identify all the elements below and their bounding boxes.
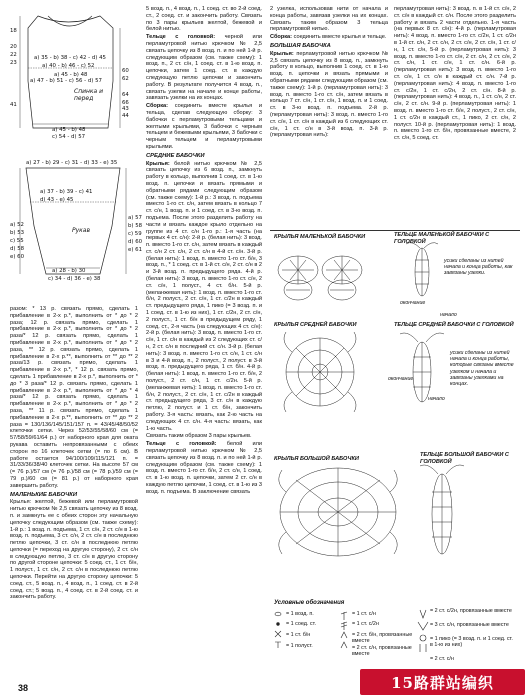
- front-width-row-3: a) 45 - b) 48: [54, 72, 88, 78]
- sleeve-right-d: d) 60: [128, 239, 143, 245]
- dim-60: 60: [122, 68, 129, 74]
- sleeve-right-b: b) 58: [128, 223, 143, 229]
- col2-end: Связать таким образом 3 пары крыльев.: [146, 433, 252, 440]
- legend-item: = 2 ст. с/н: [430, 656, 454, 662]
- legend-item: = 1 соед. ст.: [286, 621, 316, 627]
- sleeve-right-c: c) 59: [128, 231, 142, 237]
- small-wings-chart: [278, 256, 362, 300]
- divider: [270, 230, 520, 231]
- legend-item: = 2 ст. с/н, провязанные вместе: [352, 645, 412, 657]
- medium-body-chart: [400, 333, 444, 402]
- legend-item: = 1 ст. б/н: [286, 632, 311, 638]
- front-back-label: Спинка и перед: [74, 88, 104, 102]
- medium-wings-chart: [284, 332, 356, 412]
- big-wings-chart: [279, 468, 397, 556]
- diagram-small-body-title: ТЕЛЬЦЕ МАЛЕНЬКОЙ БАБОЧКИ С ГОЛОВКОЙ: [394, 232, 490, 245]
- col3-s3: [270, 51, 388, 139]
- legend-item: = 3 ст. с/н, провязанные вместе: [430, 622, 509, 628]
- watermark-logo: 15路群站编织: [360, 669, 525, 695]
- sleeve-left-col-b: b) 53: [10, 230, 25, 236]
- s2-text: белой нитью крючком № 2,5 связать цепочку из 6 возд. п., замкнуть работу в кольцо, выполнив 1 соед. ст. в 1-ю возд. п. цепочки и вязать прямыми и обратными рядами следующим образом (см. также схему): 1-й р.: 3 возд. п. подъема вместо 1-го ст. с/н, затем вязать в кольцо 7 ст. с/н, 1 возд. п. и 1 соед. ст. в 3-ю возд. п. подъема. После этого разделить работу на части и вязать каждое крыло отдельно на группе из 4 ст. с/н 1-го р.: 1-я часть (на первых 4 ст. с/н): 2-й р. (белая нить): 3 возд. п. вместо 1-го ст. с/н, затем вязать в каждый ст. с/н 2 ст. с/н, 2 ст. с/н в 4-й ст. с/н. 3-й р. (белая нить): 1 возд. п. вместо 1-го ст. б/н, 3 возд. п., * 1 соед. ст. в 1-й ст. с/н, 2 ст. с/н в 2 и 3-й возд. п. предыдущего ряда. 4-й р. (белая нить): 3 возд. п. вместо 1-го ст. с/н, 2 ст. с/н, 1 полуст., 4 ст. б/н. 5-й р. (меланжевая нить): 1 возд. п. вместо 1-го ст. б/н, 2 полуст., 2 ст. с/н, 1 ст. с/2н в каждый ст. предыдущего ряда, 1 пико (= 3 возд. п. и 1 соед. ст. в 1-ю из них), 1 ст. с/2н, 2 ст. с/н, 2 полуст., 1 ст. б/н в предыдущем ряду, 1 соед. ст., 2-я часть (на следующих 4 ст. с/н): 2-й р. (белая нить): 3 возд. п. вместо 1-го ст. с/н, 1 ст. с/н в каждый из 2 следующих ст. с/н, 2 ст. с/н в последний ст. с/н. 3-й р. (белая нить): 3 возд. п. вместо 1-го ст. с/н, 1 ст. с/н в 3 и 4-й возд. п., 2 полуст., 2 полуст. в 3-й возд. п. предыдущего ряда, 1 ст. б/н. 4-й р. (белая нить): 1 возд. п. вместо 1-го ст. б/н, 2 полуст., 2 ст. с/н, 1 ст. с/2н. 5-й р. (меланжевая нить): 1 возд. п. вместо 1-го ст. б/н, 2 полуст., 2 ст. с/н, 1 ст. с/2н в каждый ст. предыдущего ряда, 3 ст. с/н в каждую петлю, 2 полуст. и 1 ст. б/н, закончить работу. 3-я часть: вязать, как 2-ю часть на следующих 4 ст. с/н. 4-я часть: вязать, как 1-ю часть.: [146, 160, 262, 432]
- col2-s2: [146, 161, 262, 433]
- front-width-row-2: a) 40 - b) 46 - c) 52: [42, 63, 95, 69]
- dim-66: 66: [122, 100, 129, 106]
- small-body-chart: [406, 243, 438, 296]
- sleeve-left-2: d) 43 - e) 45: [40, 197, 74, 203]
- diagram-big-wings-title: КРЫЛЬЯ БОЛЬШОЙ БАБОЧКИ: [274, 456, 359, 462]
- small-body-note: усики сделаны из нитей начала и конца работы, как завязаны узелки.: [444, 258, 513, 277]
- teltse2-text: белой или перламутровой нитью крючком № 2,5 связать цепочку из 8 возд. п. и по ней 1-й р. следующим образом (см. также схему): 1 возд. п. вместо 1-го ст. б/н, 2 ст. с/н, 1 соед. ст. в 1-ю возд. п. цепочки, затем 2 ст. с/н в каждую петлю цепочки, 1 соед. ст. в 1-ю из 3 возд. п. подъема. В заключение связать: [146, 441, 262, 495]
- legend-item: = 1 ст. с/2н: [352, 621, 379, 627]
- front-width-row-1: a) 35 - b) 38 - c) 42 - d) 45: [34, 55, 106, 61]
- sleeve-left-col-e: e) 60: [10, 254, 24, 260]
- sborka-text: соединить вместе крылья и тельца, сделав следующую сборку: 3 бабочки с перламутровыми тельцами и желтыми крыльями, 3 бабочки с черным тельцем и бежевыми крыльями, 3 бабочки с черным тельцем и перламутровыми крыльями.: [146, 103, 262, 150]
- sleeve-bottom-2: c) 34 - d) 36 - e) 38: [48, 276, 101, 282]
- legend-item: = 1 ст. с/н: [352, 611, 376, 617]
- section-title-small-butterflies: МАЛЕНЬКИЕ БАБОЧКИ: [10, 491, 78, 498]
- sleeve-bottom-1: a) 28 - b) 30: [52, 268, 86, 274]
- diagram-medium-body-title: ТЕЛЬЦЕ СРЕДНЕЙ БАБОЧКИ С ГОЛОВКОЙ: [394, 322, 514, 328]
- legend-item: = 1 полуст.: [286, 643, 313, 649]
- s3-label: Крылья:: [270, 50, 294, 57]
- schematic-lines: [8, 6, 143, 306]
- sborka-label: Сборка:: [146, 103, 169, 110]
- section-title-medium-butterflies: СРЕДНИЕ БАБОЧКИ: [146, 152, 205, 159]
- col3-top: 2 узелка, использовав нити от начала и конца работы, завязав узелки на их концах. Связать таким образом 3 тельца перламутровой нитью.: [270, 6, 388, 33]
- col2-teltse2: [146, 441, 262, 495]
- s2-label: Крылья:: [146, 160, 170, 167]
- legend-item: = 1 пико (= 3 возд. п. и 1 соед. ст. в 1-ю из них): [430, 636, 513, 648]
- medium-body-note: усики сделаны из нитей начала и конца работы, которые связаны вместе узелком и начала и завязаны узелками на концах.: [450, 350, 514, 388]
- dim-23: 23: [10, 60, 17, 66]
- legend-item: = 2 ст. с/2н, провязанные вместе: [430, 608, 512, 614]
- sleeve-label: Рукав: [72, 227, 91, 234]
- legend-title: Условные обозначения: [274, 600, 345, 606]
- dim-20: 20: [10, 44, 17, 50]
- dim-18: 18: [10, 28, 17, 34]
- col3-sborka-label: Сборка:: [270, 34, 293, 41]
- diagram-small-wings-title: КРЫЛЬЯ МАЛЕНЬКОЙ БАБОЧКИ: [274, 234, 366, 240]
- col1-section1-body: Крылья: желтой, бежевой или перламутровой нитью крючком № 2,5 связать цепочку из 8 возд. п. и замкнуть ее с обеих сторон эту начальную цепочку следующим образом (см. также схему): 1-й р.: 1 возд. п. подъема, 1 ст. с/н, 2 ст. с/н в 1-ю возд. п. подъема, 3 ст. с/н, 2 ст. с/н в последнюю петлю цепочки, 3 ст. с/н в последнюю петлю цепочки (= переход на другую сторону), 2 ст. с/н в следующую петлю, 3 ст. с/н в другую сторону по другой стороне цепочки: 5 соед. ст., 1 ст. б/н, 1 полуст., 1 ст. с/н, 2 ст. с/н в последнюю петлю цепочки. Перейти на другую сторону цепочки: 5 соед. ст., 5 возд. п., 4 возд. п., 1 соед. ст. в 2-й соед. ст.; 5 возд. п., 4 соед. ст. в 2-й соед. ст. и закончить работу.: [10, 499, 138, 601]
- front-bottom-2: c) 54 - d) 57: [52, 134, 86, 140]
- sleeve-left-col-d: d) 58: [10, 246, 25, 252]
- garment-schematic: [8, 6, 143, 306]
- legend-item: = 1 возд. п.: [286, 611, 314, 617]
- diagram-medium-wings-title: КРЫЛЬЯ СРЕДНЕЙ БАБОЧКИ: [274, 322, 357, 328]
- small-body-start-label: начало: [440, 312, 457, 318]
- col4-body: перламутровая нить): 3 возд. п. в 1-й ст. с/н, 2 ст. с/н в каждый ст. с/н. После этого разделить работу и вязать 2 части отдельно. 1-я часть (на первых 8 ст. с/н): 4-й р. (перламутровая нить): 4 возд. п. вместо 1-го ст. с/2н, 1 ст. с/2н в 1-й ст. с/н, 2 ст. с/н, 2 ст. с/н, 2 ст. с/н, 1 ст. с/н, 1 ст. с/н, 5-й р. (перламутровая нить): 3 возд. п. вместо 1-го ст. с/н, 2 ст. с/н, 2 ст. с/н, 2 ст. с/н, 1 ст. с/н, 1 ст. с/н. 6-й р. (перламутровая нить): 3 возд. п. вместо 1-го ст. с/н, 1 ст. с/н в каждый ст. с/н. 7-й р. (перламутровая нить): 4 возд. п. вместо 1-го ст. с/2н, 1 ст. с/2н, 2 ст. с/н. 8-й р. (перламутровая нить): 4 возд. п., 1 ст. с/н, 2 ст. с/н, 2 ст. с/н. 9-й р. (перламутровая нить): 1 возд. п. вместо 1-го ст. б/н, 2 полуст., 2 ст. с/н, 1 ст. с/2н в каждый ст., 1 пико, 2 ст. с/н, 2 полуст. 10-й р. (перламутровая нить): 1 возд. п. вместо 1-го ст. б/н, провязанные вместе, 2 ст. с/н, 5 соед. ст.: [394, 6, 516, 142]
- legend-item: = 2 ст. б/н, провязанные вместе: [352, 632, 413, 644]
- medium-body-start-label: начало: [428, 396, 445, 402]
- sleeve-top-width: a) 27 - b) 29 - c) 31 - d) 33 - e) 35: [26, 160, 118, 166]
- sleeve-right-e: e) 61: [128, 247, 142, 253]
- col3-sborka: [270, 34, 388, 41]
- col2-teltse: [146, 34, 262, 102]
- dim-44: 44: [122, 113, 129, 119]
- col2-top: 5 возд. п., 4 возд. п., 1 соед. ст. во 2-й соед. ст., 2 соед. ст. и закончить работу. Связать по 3 пары крыльев желтой, бежевой и белой нитью.: [146, 6, 262, 33]
- front-width-row-4: a) 47 - b) 51 - c) 56 - d) 57: [30, 78, 102, 84]
- teltse2-label: Тельце с головкой:: [146, 441, 217, 448]
- big-body-chart: [420, 465, 464, 554]
- dim-62: 62: [122, 76, 129, 82]
- dim-22: 22: [10, 52, 17, 58]
- s3-text: перламутровой нитью крючком № 2,5 связать цепочку из 8 возд. п., замкнуть работу в кольцо, выполнив 1 соед. ст. в 1-ю возд. п. цепочки и вязать прямыми и обратными рядами следующим образом (см. также схему): 1-й р. (перламутровая нить): 3 возд. п. вместо 1-го ст. с/н, затем вязать в кольцо 7 ст. с/н, 1 ст. с/н, 1 возд. п. и 1 соед. ст. в 3-ю возд. п. подъема. 2-й р. (перламутровая нить): 3 возд. п. вместо 1-го ст. с/н, 1 ст. с/н в каждый из 6 следующих ст. с/н, 1 ст. с/н в 3-й возд. п. 3-й р. (перламутровая нить):: [270, 50, 388, 139]
- col1-paragraph: разом: * 13 р. связать прямо, сделать 1 прибавление в 2-х р.*, выполнить от * до * 2 раза; 12 р. связать прямо, сделать 1 прибавление в 2-х р.*, выполнить от * до * 2 раза/* 12 р. связать прямо, сделать 1 прибавление в 2-х р.*, выполнить от * до * 2 раза, ** 12 р. связать прямо, сделать 1 прибавление в 2-х р.**, выполнить от ** до ** 2 раза/13 р. связать прямо, сделать 1 прибавление в 2-х р.*, * 12 р. связать прямо, сделать 1 прибавление в 2-х р.*, выполнить от * до * 3 раза/* 12 р. связать прямо, сделать 1 прибавление в 2-х р.*, выполнить от * до * 4 раза/* 12 р. связать прямо, сделать 1 прибавление в 2-х р.*, выполнить от * до * 2 раза, ** 11 р. связать прямо, сделать 1 прибавление в 2-х р.**, выполнить от ** до ** 2 раза = 130/136/145/151/157 п. = 43/45/48/50/52 клеточки сетки. Через 52/53/55/58/60 см (= 57/58/59/61/64 р.) от наборного края для оката рукава оставить непровязанными с обеих сторон по 16 клеточек сетки (= по 6 см). В работе остается 94/100/109/115/121 п. = 31/33/36/38/40 клеточек сетки. На высоте 57 см (= 76 р.)/57 см (= 76 р.)/58 см (= 78 р.)/59 см (= 79 р.)/60 см (= 81 р.) от наборного края завершить работу.: [10, 306, 138, 489]
- teltse-text: черной или перламутровой нитью крючком № 2,5 связать цепочку из 8 возд. п. и по ней 1-й р. следующим образом (см. также схему): 1 возд. п., 2 ст. с/н, 1 соед. ст. в 1-ю возд. п. цепочки, затем 1 соед. ст. в каждую следующую петлю цепочки и закончить работу. В результате получится 4 возд. п., связать узелки на начале и конце работы, завязать узелки на их концах.: [146, 34, 263, 102]
- section-title-big-butterfly: БОЛЬШАЯ БАБОЧКА: [270, 42, 331, 49]
- text-column-2: [146, 6, 262, 497]
- small-body-end-label: окончание: [400, 300, 426, 306]
- dim-43: 43: [122, 106, 129, 112]
- sleeve-left-col-c: c) 55: [10, 238, 24, 244]
- col3-sborka-text: соединить вместе крылья и тельце.: [293, 34, 387, 41]
- diagram-big-body-title: ТЕЛЬЦЕ БОЛЬШОЙ БАБОЧКИ С ГОЛОВКОЙ: [420, 452, 509, 465]
- dim-41: 41: [10, 102, 17, 108]
- sleeve-left-col-a: a) 52: [10, 222, 24, 228]
- col2-sborka: [146, 103, 262, 151]
- page-number: 38: [18, 683, 29, 693]
- text-column-1: [10, 306, 138, 602]
- text-column-4: [394, 6, 516, 228]
- teltse-label: Тельце с головкой:: [146, 34, 216, 41]
- sleeve-left-1: a) 37 - b) 39 - c) 41: [40, 189, 93, 195]
- sleeve-right-a: a) 57: [128, 215, 142, 221]
- text-column-3: [270, 6, 388, 228]
- front-bottom-1: a) 45 - b) 48: [52, 127, 86, 133]
- medium-body-end-label: окончание: [388, 376, 414, 382]
- dim-64: 64: [122, 92, 129, 98]
